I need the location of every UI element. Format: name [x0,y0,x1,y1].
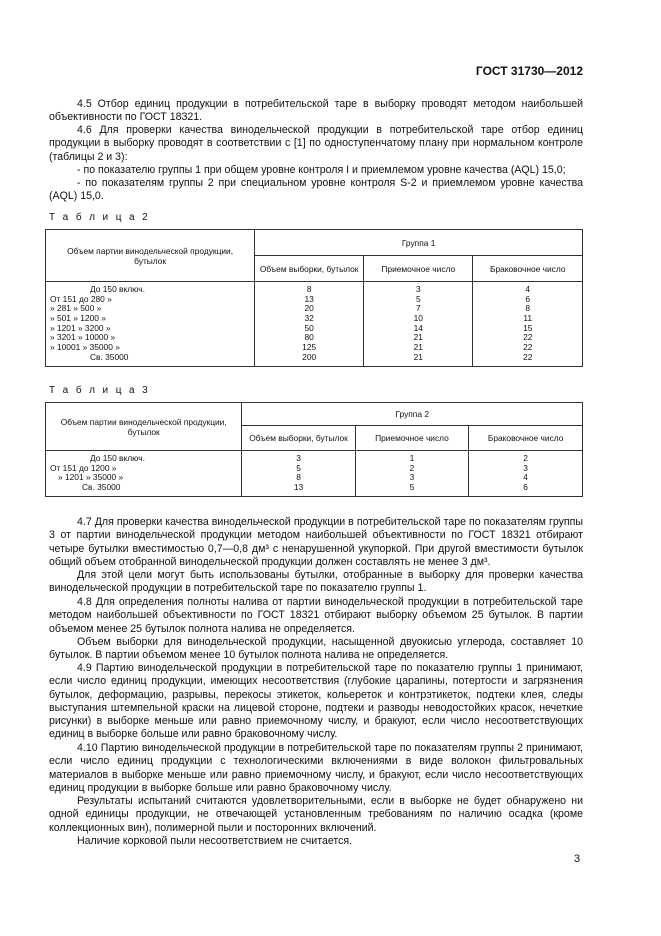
paragraph-4-7: 4.7 Для проверки качества винодельческой продукции в потребительской таре по показателям группы 3 от партии винодельческой продукции методом наибольшей объективности по ГОСТ 18321 отбирают четыре бутылки вместимостью 0,7—0,8 дм³ с ненарушенной укупоркой. При другой вместимости бутылок общий объем отобранной винодельческой продукции должен составлять не менее 3 дм³. [49,516,583,568]
table-cell: 8 [525,303,531,314]
table-row: » 3201 » 10000 » [50,332,116,343]
table-cell: 1 [409,453,415,463]
table-cell: 14 [413,322,423,333]
table-row: » 501 » 1200 » [50,313,106,324]
table-row: Св. 35000 [82,482,121,493]
table-2-sample-column [255,282,364,367]
table-3-caption: Т а б л и ц а 3 [49,385,151,396]
paragraph-4-10: 4.10 Партию винодельческой продукции в потребительской таре по показателям группы 2 принимают, если число единиц продукции с технологическими включениями в виде волокон фильтровальных материалов в выборке меньше или равно приемочному числу, и бракуют, если число несоответствующих единиц продукции в выборке больше или равно браковочному числу. [49,742,583,794]
paragraph-4-8: 4.8 Для определения полноты налива от партии винодельческой продукции в потребительской таре методом наибольшей объективности по ГОСТ 18321 отбирают выборку объемом 25 бутылок. В партии объемом менее 25 бутылок полнота налива не определяется. [49,596,583,635]
table-cell: 21 [413,342,423,353]
table-3-reject-column [469,451,583,497]
table-cell: 22 [523,342,533,353]
table-row: От 151 до 1200 » [50,462,117,473]
table-cell: 22 [523,351,533,362]
table-cell: 3 [415,284,421,294]
table-cell: 50 [304,322,314,333]
table-cell: 125 [302,342,317,353]
list-item-group-1: - по показателю группы 1 при общем уровне контроля I и приемлемом уровне качества (AQL) 15,0; [77,164,566,176]
document-code: ГОСТ 31730—2012 [475,64,583,78]
table-2-reject-header: Браковочное число [473,256,583,282]
table-2-group-header: Группа 1 [255,230,583,256]
table-2-sample-header: Объем выборки, бутылок [255,256,364,282]
table-cell: 22 [523,332,533,343]
table-cell: 2 [409,462,415,473]
table-2-accept-header: Приемочное число [364,256,473,282]
table-2-lot-header: Объем партии винодельческой продукции, бутылок [46,230,255,282]
table-cell: 3 [523,462,528,473]
table-cell: 5 [296,462,301,473]
table-cell: 15 [523,322,533,333]
table-row: » 10001 » 35000 » [50,342,120,353]
paragraph-4-7-note: Для этой цели могут быть использованы бутылки, отобранные в выборку для проверки качества винодельческой продукции в потребительской таре по показателю группы 1. [49,569,583,595]
table-cell: 11 [523,313,533,324]
table-cell: 13 [304,293,314,304]
table-cell: 5 [409,482,415,493]
table-cell: 13 [293,482,304,493]
table-cell: 20 [304,303,314,314]
table-cell: 10 [413,313,423,324]
paragraph-cork-dust: Наличие корковой пыли несоответствием не считается. [77,835,353,847]
table-3-accept-header: Приемочное число [355,426,469,451]
table-3 [45,402,583,497]
table-cell: 5 [415,293,421,304]
table-cell: 6 [525,293,531,304]
table-2-accept-column [364,282,473,367]
table-2-caption: Т а б л и ц а 2 [49,212,151,223]
paragraph-results: Результаты испытаний считаются удовлетворительными, если в выборке не будет обнаружено ни одной единицы продукции, не отвечающей установленным требованиям по наличию осадка (кроме коллекционных вин), полимерной пыли и посторонних включений. [49,795,583,834]
table-cell: 4 [525,284,531,294]
table-cell: 4 [523,472,528,483]
table-3-lot-column [46,451,242,497]
table-cell: 8 [296,472,301,483]
table-cell: 2 [523,453,528,463]
table-cell: 200 [302,351,317,362]
table-2 [45,229,583,367]
table-3-group-header: Группа 2 [242,403,583,426]
table-3-lot-header: Объем партии винодельческой продукции, бутылок [46,403,242,451]
table-cell: 21 [413,351,423,362]
table-3-sample-header: Объем выборки, бутылок [242,426,355,451]
table-cell: 6 [523,482,528,493]
table-row: До 150 включ. [90,284,145,294]
page-number: 3 [574,853,581,865]
table-cell: 21 [413,332,423,343]
table-row: » 1201 » 3200 » [50,322,111,333]
table-row: От 151 до 280 » [50,293,112,304]
paragraph-4-5: 4.5 Отбор единиц продукции в потребительской таре в выборку проводят методом наибольшей объективности по ГОСТ 18321. [49,98,583,124]
table-cell: 8 [306,284,312,294]
table-2-reject-column [473,282,583,367]
table-cell: 80 [304,332,314,343]
paragraph-4-6: 4.6 Для проверки качества винодельческой продукции в потребительской таре отбор единиц продукции в выборку проводят в соответствии с [1] по одноступенчатому плану при нормальном контроле (таблицы 2 и 3): [49,124,583,163]
table-2-lot-column [46,282,255,367]
table-cell: 7 [415,303,421,314]
paragraph-4-9: 4.9 Партию винодельческой продукции в потребительской таре по показателю группы 1 принимают, если число единиц продукции, имеющих несоответствия (глубокие царапины, потертости и загрязнения бутылок, деформацию, разрывы, перекосы этикеток, кольереток и контрэтикеток, подтеки клея, следы выступания штемпельной краски на лицевой стороне, подтеки и разводы неводостойких красок, нечеткие рисунки) в выборке меньше или равно приемочному числу, и бракуют, если число несоответствующих единиц в выборке больше или равно браковочному числу. [49,662,583,741]
table-3-reject-header: Браковочное число [469,426,583,451]
table-row: До 150 включ. [90,453,145,463]
table-3-accept-column [355,451,469,497]
table-row: » 281 » 500 » [50,303,102,314]
table-cell: 32 [304,313,314,324]
table-cell: 3 [296,453,301,463]
list-item-group-2: - по показателям группы 2 при специальном уровне контроля S-2 и приемлемом уровне качества (AQL) 15,0. [49,177,583,203]
table-cell: 3 [409,472,415,483]
table-3-sample-column [242,451,355,497]
table-row: » 1201 » 35000 » [58,472,124,483]
table-row: Св. 35000 [90,351,129,362]
paragraph-4-8-note: Объем выборки для винодельческой продукции, насыщенной двуокисью углерода, составляет 10 бутылок. В партии объемом менее 10 бутылок полнота налива не определяется. [49,636,583,662]
